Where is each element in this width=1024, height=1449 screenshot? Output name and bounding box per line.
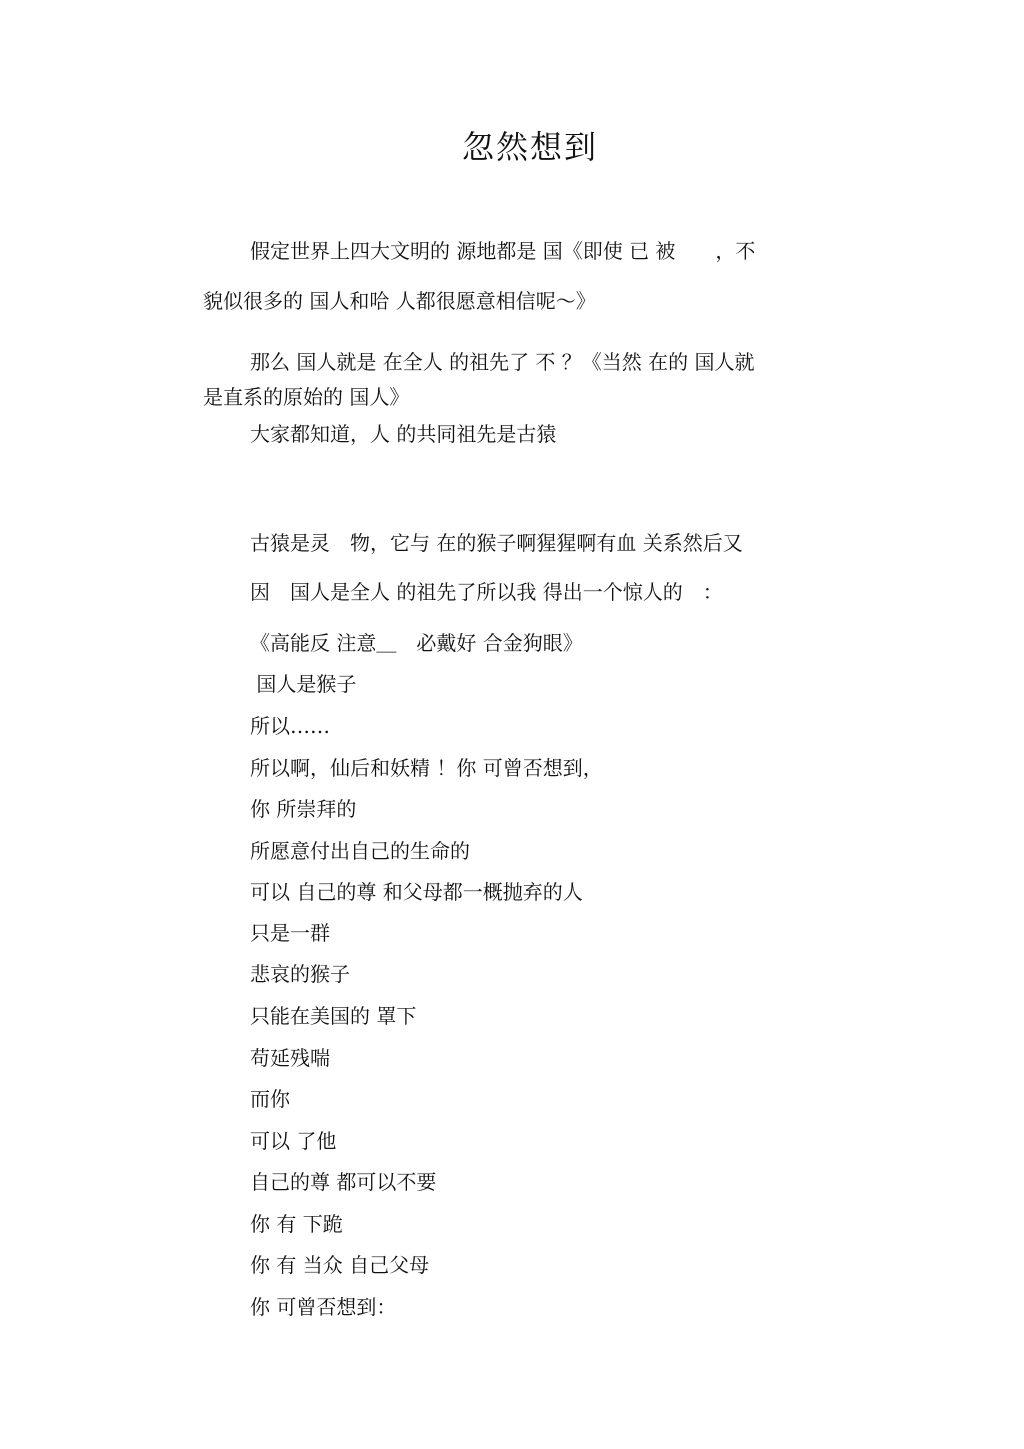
paragraph-line: 因 国人是全人 的祖先了所以我 得出一个惊人的 ：: [250, 580, 723, 604]
paragraph-line: 你 有 当众 自己父母: [250, 1253, 430, 1277]
paragraph-line: 假定世界上四大文明的 源地都是 国《即使 已 被 ，不: [250, 239, 756, 263]
paragraph-line: 所愿意付出自己的生命的: [250, 839, 470, 863]
paragraph-line: 你 所崇拜的: [250, 797, 357, 821]
paragraph-line: 貌似很多的 国人和哈 人都很愿意相信呢～》: [203, 289, 596, 313]
paragraph-line: 你 可曾否想到：: [250, 1295, 397, 1319]
paragraph-line: 国人是猴子: [250, 672, 357, 696]
paragraph-line: 是直系的原始的 国人》: [203, 385, 410, 409]
paragraph-line: 只能在美国的 罩下: [250, 1004, 417, 1028]
paragraph-line: 可以 了他: [250, 1129, 337, 1153]
paragraph-line: 可以 自己的尊 和父母都一概抛弃的人: [250, 880, 583, 904]
paragraph-line: 大家都知道，人 的共同祖先是古猿: [250, 422, 557, 446]
paragraph-line: 悲哀的猴子: [250, 962, 350, 986]
document-title: 忽然想到: [461, 128, 598, 166]
paragraph-line: 那么 国人就是 在全人 的祖先了 不 ？《当然 在的 国人就: [250, 350, 755, 374]
paragraph-line: 而你: [250, 1087, 290, 1111]
paragraph-line: 所以啊，仙后和妖精 ！你 可曾否想到，: [250, 756, 603, 780]
paragraph-line: 苟延残喘: [250, 1046, 330, 1070]
paragraph-line: 古猿是灵 物，它与 在的猴子啊猩猩啊有血 关系然后又: [250, 531, 743, 555]
paragraph-line: 《高能反 注意＿ 必戴好 合金狗眼》: [250, 631, 583, 655]
paragraph-line: 所以……: [250, 714, 330, 738]
paragraph-line: 只是一群: [250, 921, 330, 945]
paragraph-line: 你 有 下跪: [250, 1212, 343, 1236]
paragraph-line: 自己的尊 都可以不要: [250, 1170, 437, 1194]
